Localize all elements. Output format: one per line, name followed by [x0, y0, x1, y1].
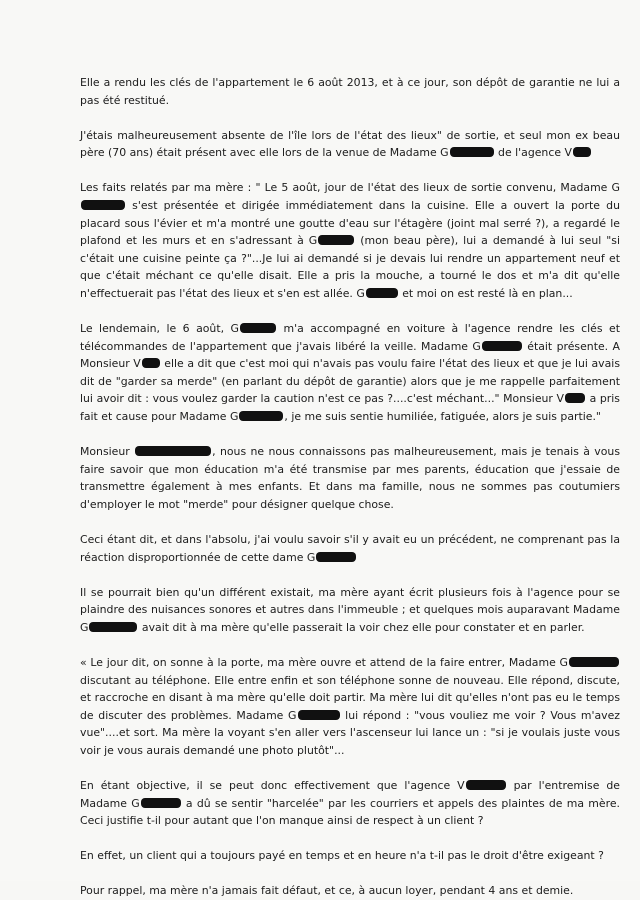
text-run: Il se pourrait bien qu'un différent existait, ma mère ayant écrit plusieurs fois à l'agence pour se plaindre des nuisances sonores et autres dans l'immeuble ; et quelques mois auparavant Madame G [80, 585, 620, 634]
paragraph [80, 320, 620, 426]
paragraph [80, 443, 620, 513]
text-run: Le lendemain, le 6 août, G [80, 322, 239, 336]
paragraph [80, 882, 620, 900]
paragraph [80, 74, 620, 109]
text-run: et moi on est resté là en plan... [398, 286, 573, 300]
redaction-mark [142, 358, 160, 368]
redaction-mark [450, 147, 494, 157]
text-run: Monsieur [80, 445, 135, 459]
redaction-mark [316, 552, 356, 562]
text-run: En étant objective, il se peut donc effectivement que l'agence V [80, 779, 465, 792]
redaction-mark [482, 341, 522, 351]
paragraph [80, 777, 620, 830]
text-run: elle a dit que c'est moi qui n'avais pas voulu faire l'état des lieux et que je lui avais dit de "garder sa merde" (en parlant du dépôt de garantie) alors que je me rappelle parfaitement lui avoir dit : vous voulez garder la caution n'est ce pas ?....c'est méchant..." Monsieur V [80, 357, 620, 406]
paragraph [80, 654, 620, 760]
paragraph [80, 531, 620, 566]
text-run: s'est présentée et dirigée immédiatement dans la cuisine. Elle a ouvert la porte du placard sous l'évier et m'a montré une goutte d'eau sur l'étagère (joint mal serré ?), a regardé le plafond et les murs et en s'adressant à G [80, 198, 620, 248]
text-run: discutant au téléphone. Elle entre enfin et son téléphone sonne de nouveau. Elle répond, discute, et raccroche en disant à ma mère qu'elle doit partir. Ma mère lui dit qu'elles n'ont pas eu le temps de discuter des problèmes. Madame G [80, 673, 620, 722]
redaction-mark [135, 446, 211, 456]
redaction-mark [569, 657, 619, 667]
redaction-mark [240, 323, 276, 333]
text-run: a dû se sentir "harcelée" par les courriers et appels des plaintes de ma mère. Ceci justifie t-il pour autant que l'on manque ainsi de respect à un client ? [80, 796, 620, 828]
redaction-mark [318, 235, 354, 245]
text-run: (mon beau père), lui a demandé à lui seul "si c'était une cuisine peinte ça ?"...Je lui ai demandé si je devais lui rendre un appartement neuf et que c'était méchant ce qu'elle disait. Elle a pris la mouche, a tourné le dos et m'a dit qu'elle n'effectuerait pas l'état des lieux et s'en est allée. G [80, 234, 620, 300]
redaction-mark [239, 411, 283, 421]
text-run: « Le jour dit, on sonne à la porte, ma mère ouvre et attend de la faire entrer, Madame G [80, 655, 568, 669]
text-run: de l'agence V [494, 146, 572, 160]
text-run: m'a accompagné en voiture à l'agence rendre les clés et télécommandes de l'appartement que j'avais libéré la veille. Madame G [80, 322, 620, 353]
text-run: Ceci étant dit, et dans l'absolu, j'ai voulu savoir s'il y avait eu un précédent, ne comprenant pas la réaction disproportionnée de cette dame G [80, 532, 620, 564]
paragraph [80, 847, 620, 865]
text-run: Les faits relatés par ma mère : " Le 5 août, jour de l'état des lieux de sortie convenu, Madame G [80, 181, 620, 195]
text-run: a pris fait et cause pour Madame G [80, 392, 620, 423]
redaction-mark [565, 393, 585, 403]
text-run: Elle a rendu les clés de l'appartement le 6 août 2013, et à ce jour, son dépôt de garantie ne lui a pas été restitué. [80, 76, 620, 107]
paragraph [80, 127, 620, 162]
text-run: , nous ne nous connaissons pas malheureusement, mais je tenais à vous faire savoir que mon éducation m'a été transmise par mes parents, éducation que j'essaie de transmettre également à mes enfants. Et dans ma famille, nous ne sommes pas coutumiers d'employer le mot "merde" pour désigner quelque chose. [80, 445, 620, 511]
text-run: Pour rappel, ma mère n'a jamais fait défaut, et ce, à aucun loyer, pendant 4 ans et demie. [80, 884, 574, 898]
paragraph [80, 584, 620, 637]
redaction-mark [298, 710, 340, 720]
text-run: avait dit à ma mère qu'elle passerait la voir chez elle pour constater et en parler. [138, 620, 585, 634]
text-run: lui répond : "vous vouliez me voir ? Vous m'avez vue"....et sort. Ma mère la voyant s'en aller vers l'ascenseur lui lance un : "si je voulais juste vous voir je vous aurais demandé une photo plutôt"... [80, 708, 620, 757]
redaction-mark [573, 147, 591, 157]
text-run: par l'entremise de Madame G [80, 779, 620, 810]
redaction-mark [366, 288, 398, 298]
letter-body [80, 74, 620, 900]
redaction-mark [89, 622, 137, 632]
text-run: était présente. A Monsieur V [80, 339, 620, 371]
text-run: J'étais malheureusement absente de l'île lors de l'état des lieux" de sortie, et seul mon ex beau père (70 ans) était présent avec elle lors de la venue de Madame G [80, 128, 620, 160]
redaction-mark [466, 780, 506, 790]
paragraph [80, 179, 620, 302]
text-run: En effet, un client qui a toujours payé en temps et en heure n'a t-il pas le droit d'être exigeant ? [80, 849, 604, 863]
redaction-mark [81, 200, 125, 210]
text-run: , je me suis sentie humiliée, fatiguée, alors je suis partie." [284, 410, 601, 423]
redaction-mark [141, 798, 181, 808]
